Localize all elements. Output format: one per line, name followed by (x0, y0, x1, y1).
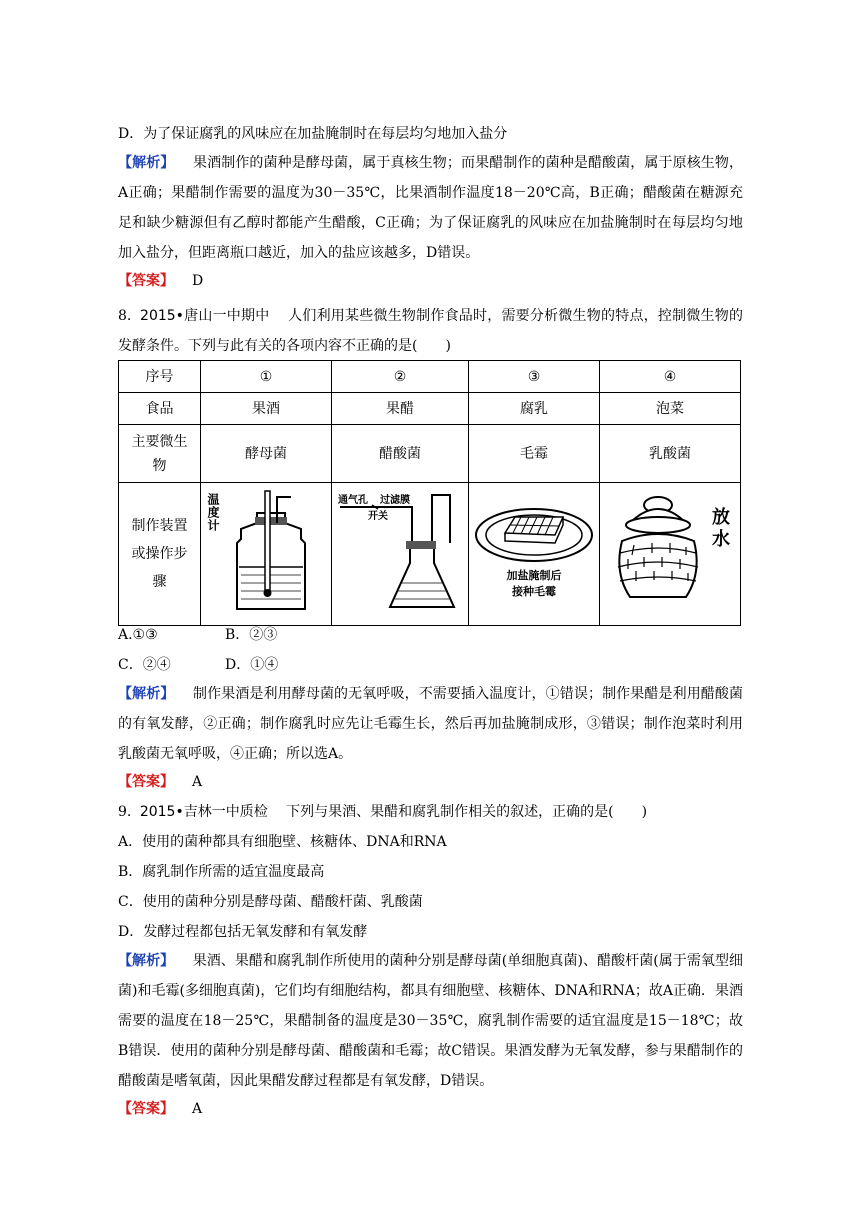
answer-tag: 【答案】 (118, 774, 174, 790)
water-label-1: 放 (712, 507, 730, 528)
q9-answer-value: A (192, 1101, 203, 1117)
q9-option-c: C．使用的菌种分别是酵母菌、醋酸杆菌、乳酸菌 (118, 894, 423, 910)
pickle-jar-icon (600, 483, 740, 617)
q8-number: 8. (118, 308, 132, 324)
salting-label: 加盐腌制后接种毛霉 (506, 569, 562, 598)
q8-analysis-text: 制作果酒是利用酵母菌的无氧呼吸，不需要插入温度计，①错误；制作果醋是利用醋酸菌的有氧发酵，②正确；制作腐乳时应先让毛霉生长，然后再加盐腌制成形，③错误；制作泡菜时利用乳酸菌无氧呼吸，④正确；所以选A。 (118, 686, 744, 762)
table-cell: 毛霉 (469, 425, 600, 483)
water-label-2: 水 (712, 529, 730, 550)
table-cell: 酵母菌 (201, 425, 332, 483)
q7-answer (118, 271, 203, 291)
table-cell: 腐乳 (469, 393, 600, 425)
table-header-cell: ③ (469, 361, 600, 393)
vinegar-apparatus-diagram (332, 483, 469, 626)
tofu-salting-diagram (469, 483, 600, 626)
table-cell: 食品 (119, 393, 201, 425)
table-cell: 果酒 (201, 393, 332, 425)
table-header-cell: ① (201, 361, 332, 393)
q7-analysis (118, 148, 743, 268)
q9-analysis (118, 946, 743, 1096)
q8-answer-value: A (192, 774, 203, 790)
table-cell: 泡菜 (600, 393, 741, 425)
thermometer-label: 温度计 (206, 493, 220, 532)
q8-option-d: D．①④ (225, 657, 279, 673)
filter-label: 过滤膜 (380, 495, 410, 506)
q9-source: 2015•吉林一中质检 (139, 804, 268, 820)
switch-label: 开关 (368, 511, 388, 522)
answer-tag: 【答案】 (118, 273, 174, 289)
analysis-tag: 【解析】 (118, 953, 175, 969)
q8-analysis (118, 679, 743, 769)
answer-tag: 【答案】 (118, 1101, 174, 1117)
pickle-jar-diagram (600, 483, 741, 626)
wine-apparatus-diagram (201, 483, 332, 626)
q9-stem (118, 802, 647, 822)
vent-label: 通气孔 (338, 495, 368, 506)
q8-stem-text: 人们利用某些微生物制作食品时，需要分析微生物的特点，控制微生物的发酵条件。下列与此有关的各项内容不正确的是( ) (118, 308, 743, 354)
q8-source: 2015•唐山一中期中 (140, 308, 270, 324)
table-cell: 醋酸菌 (332, 425, 469, 483)
q9-stem-text: 下列与果酒、果醋和腐乳制作相关的叙述，正确的是( ) (286, 804, 648, 820)
q8-option-b: B．②③ (225, 627, 278, 643)
analysis-tag: 【解析】 (118, 686, 175, 702)
table-cell: 制作装置或操作步骤 (119, 483, 201, 626)
q8-option-c: C．②④ (118, 657, 171, 673)
table-cell: 主要微生物 (119, 425, 201, 483)
q7-analysis-text: 果酒制作的菌种是酵母菌，属于真核生物；而果醋制作的菌种是醋酸菌，属于原核生物，A正确；果醋制作需要的温度为30－35℃，比果酒制作温度18－20℃高，B正确；醋酸菌在糖源充足和缺少糖源但有乙醇时都能产生醋酸，C正确；为了保证腐乳的风味应在加盐腌制时在每层均匀地加入盐分，但距离瓶口越近，加入的盐应该越多，D错误。 (118, 155, 744, 261)
table-header-cell: ④ (600, 361, 741, 393)
wine-bottle-thermometer-icon (201, 483, 331, 617)
q9-option-d: D．发酵过程都包括无氧发酵和有氧发酵 (118, 924, 368, 940)
table-header-cell: 序号 (119, 361, 201, 393)
q7-answer-value: D (192, 273, 204, 289)
q8-answer (118, 772, 202, 792)
q8-option-a: A.①③ (118, 627, 158, 643)
conical-flask-icon (332, 483, 468, 617)
table-cell: 乳酸菌 (600, 425, 741, 483)
q9-answer (118, 1099, 202, 1119)
q9-option-b: B．腐乳制作所需的适宜温度最高 (118, 864, 325, 880)
table-header-cell: ② (332, 361, 469, 393)
q9-option-a: A．使用的菌种都具有细胞壁、核糖体、DNA和RNA (118, 834, 447, 850)
tofu-plate-icon (469, 483, 599, 617)
q8-stem (118, 301, 743, 361)
q8-table (118, 360, 741, 626)
table-cell: 果醋 (332, 393, 469, 425)
q9-number: 9. (118, 804, 132, 820)
analysis-tag: 【解析】 (118, 155, 175, 171)
q7-option-d: D．为了保证腐乳的风味应在加盐腌制时在每层均匀地加入盐分 (118, 126, 508, 142)
q9-analysis-text: 果酒、果醋和腐乳制作所使用的菌种分别是酵母菌(单细胞真菌)、醋酸杆菌(属于需氧型细菌)和毛霉(多细胞真菌)，它们均有细胞结构，都具有细胞壁、核糖体、DNA和RNA；故A正确．果酒需要的温度在18－25℃，果醋制备的温度是30－35℃，腐乳制作需要的适宜温度是15－18℃；故B错误．使用的菌种分别是酵母菌、醋酸菌和毛霉；故C错误。果酒发酵为无氧发酵，参与果醋制作的醋酸菌是嗜氧菌，因此果醋发酵过程都是有氧发酵，D错误。 (118, 953, 744, 1089)
